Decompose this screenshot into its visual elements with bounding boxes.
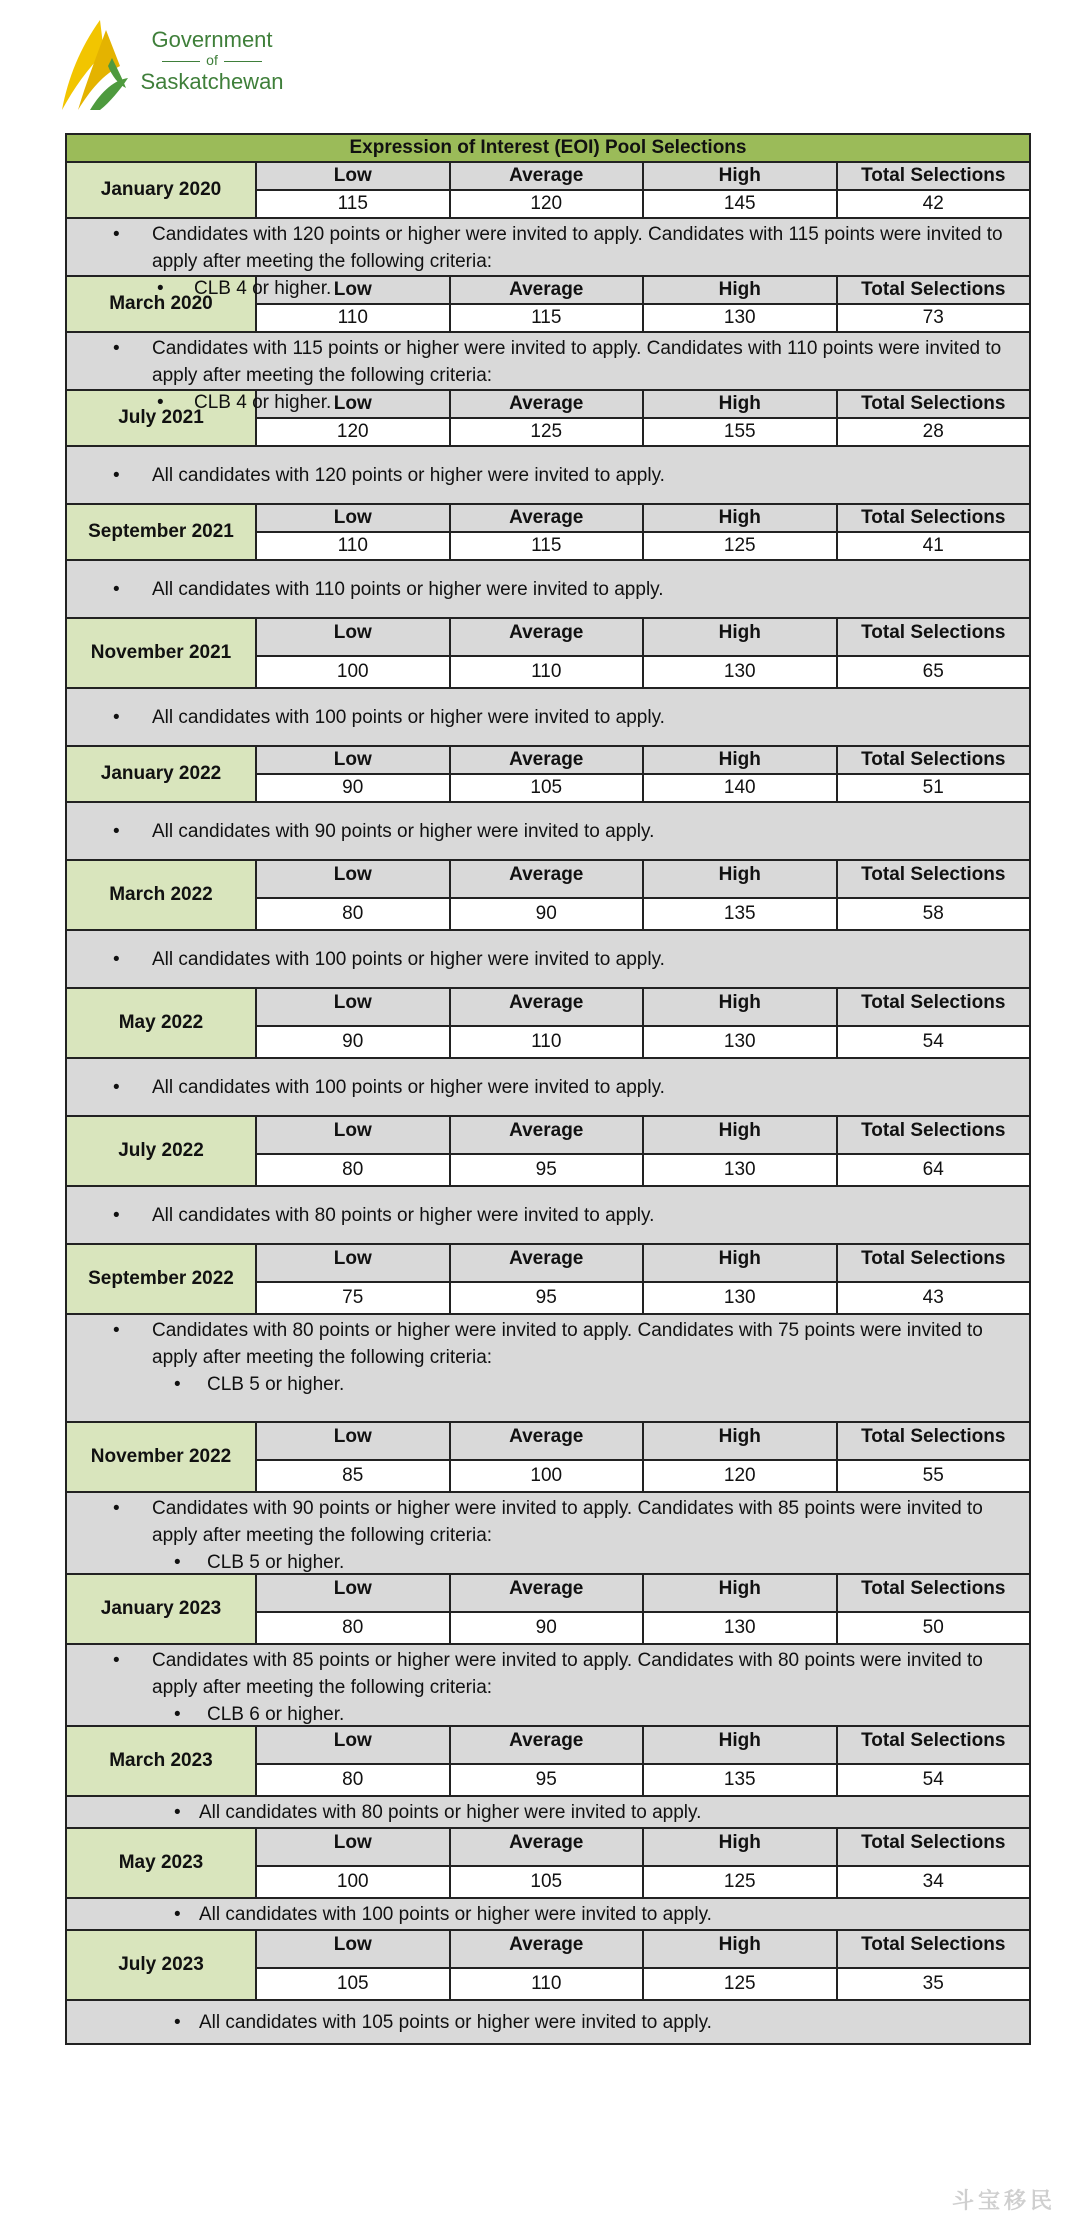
value-low: 110 [337,535,368,556]
rounds-container [67,163,1029,2043]
header-low: Low [333,1832,372,1853]
note-bullet: • All candidates with 100 points or higher were invited to apply. [67,1074,1029,1101]
table-title: Expression of Interest (EOI) Pool Selections [67,135,1029,163]
value-total: 42 [836,191,1030,217]
round-block [67,619,1029,747]
note-sub-bullet: • CLB 5 or higher. [67,1549,1029,1576]
value-low: 120 [336,421,369,442]
round-block [67,163,1029,299]
round-grid [257,1117,1029,1185]
value-total: 58 [836,899,1030,929]
logo-line-saskatchewan: Saskatchewan [140,68,284,94]
round-note [67,1313,1029,1421]
value-average: 95 [449,1283,643,1313]
header-total: Total Selections [836,1245,1030,1281]
header-row [257,163,1029,189]
header-high: High [642,747,836,773]
value-average: 90 [449,1613,643,1643]
header-row [257,1423,1029,1459]
round-block [67,1931,1029,2043]
value-row [257,897,1029,929]
header-high: High [642,391,836,417]
note-sub-bullet: • CLB 4 or higher. [67,389,1029,416]
round-note [67,1795,1029,1827]
logo-line-of: of [132,53,292,68]
value-total: 55 [836,1461,1030,1491]
header-high: High [642,1245,836,1281]
value-high: 135 [642,1765,836,1795]
header-high: High [642,277,836,303]
round-grid [257,1245,1029,1313]
value-total: 51 [836,775,1030,801]
header-average: Average [449,989,643,1025]
round-row [67,163,1029,217]
round-grid [257,1575,1029,1643]
value-total: 73 [836,305,1030,331]
round-note [67,1057,1029,1115]
value-average: 90 [449,899,643,929]
value-average: 105 [449,1867,643,1897]
value-high: 155 [642,419,836,445]
note-bullet: • Candidates with 120 points or higher were invited to apply. Candidates with 115 points were invited to apply after meeting the following criteria: [67,221,1029,275]
value-average: 125 [449,419,643,445]
value-high: 130 [642,305,836,331]
round-block [67,1727,1029,1829]
header-average: Average [449,1931,643,1967]
round-block [67,1575,1029,1727]
round-date: January 2022 [67,747,257,801]
round-grid [257,747,1029,801]
header-high: High [642,163,836,189]
value-high: 125 [642,1969,836,1999]
round-block [67,1423,1029,1575]
value-high: 125 [642,533,836,559]
header-low: Low [333,992,372,1013]
value-low: 105 [336,1973,369,1994]
value-low: 80 [342,1769,364,1790]
header-total: Total Selections [836,277,1030,303]
value-low: 85 [342,1465,364,1486]
value-high: 130 [642,1155,836,1185]
header-average: Average [449,619,643,655]
header-average: Average [449,505,643,531]
header-low: Low [333,1578,372,1599]
header-row [257,1117,1029,1153]
header-total: Total Selections [836,391,1030,417]
header-high: High [642,1575,836,1611]
header-low: Low [333,749,372,770]
round-date: September 2022 [67,1245,257,1313]
header-row [257,619,1029,655]
value-high: 125 [642,1867,836,1897]
header-low: Low [333,393,372,414]
round-date: July 2023 [67,1931,257,1999]
round-grid [257,1727,1029,1795]
header-row [257,1727,1029,1763]
value-low: 80 [342,1159,364,1180]
header-row [257,747,1029,773]
header-row [257,1829,1029,1865]
note-bullet: • Candidates with 115 points or higher were invited to apply. Candidates with 110 points were invited to apply after meeting the following criteria: [67,335,1029,389]
value-low: 90 [342,1031,364,1052]
round-date: May 2023 [67,1829,257,1897]
header-total: Total Selections [836,1423,1030,1459]
saskatchewan-logo [60,18,290,118]
header-average: Average [449,277,643,303]
note-bullet: • Candidates with 80 points or higher were invited to apply. Candidates with 75 points were invited to apply after meeting the following criteria: [67,1317,1029,1371]
header-total: Total Selections [836,747,1030,773]
value-row [257,189,1029,217]
value-low: 100 [336,1871,369,1892]
value-row [257,1611,1029,1643]
value-average: 95 [449,1155,643,1185]
note-sub-bullet: • CLB 4 or higher. [67,275,1029,302]
header-total: Total Selections [836,1931,1030,1967]
header-average: Average [449,1423,643,1459]
round-grid [257,861,1029,929]
header-row [257,1245,1029,1281]
header-total: Total Selections [836,861,1030,897]
value-total: 34 [836,1867,1030,1897]
value-total: 35 [836,1969,1030,1999]
round-block [67,989,1029,1117]
header-average: Average [449,163,643,189]
header-low: Low [333,1120,372,1141]
round-row [67,1931,1029,1999]
round-row [67,1727,1029,1795]
header-high: High [642,1727,836,1763]
note-bullet: • All candidates with 90 points or higher were invited to apply. [67,818,1029,845]
round-note [67,1897,1029,1929]
header-low: Low [333,1934,372,1955]
round-grid [257,1423,1029,1491]
header-row [257,1575,1029,1611]
header-high: High [642,1931,836,1967]
value-low: 80 [342,903,364,924]
round-note [67,687,1029,745]
round-block [67,1829,1029,1931]
round-row [67,1575,1029,1643]
value-average: 115 [449,533,643,559]
note-bullet: • Candidates with 85 points or higher were invited to apply. Candidates with 80 points were invited to apply after meeting the following criteria: [67,1647,1029,1701]
header-low: Low [333,165,372,186]
value-high: 130 [642,1613,836,1643]
round-row [67,1117,1029,1185]
value-total: 65 [836,657,1030,687]
value-row [257,655,1029,687]
value-average: 110 [449,1969,643,1999]
header-low: Low [333,622,372,643]
header-average: Average [449,1829,643,1865]
note-bullet: • Candidates with 90 points or higher were invited to apply. Candidates with 85 points were invited to apply after meeting the following criteria: [67,1495,1029,1549]
round-date: September 2021 [67,505,257,559]
wheat-leaf-icon [60,18,130,113]
value-average: 105 [449,775,643,801]
round-date: May 2022 [67,989,257,1057]
header-high: High [642,1423,836,1459]
round-grid [257,989,1029,1057]
watermark-text: 斗宝移民 [951,2188,1056,2213]
round-grid [257,619,1029,687]
header-total: Total Selections [836,505,1030,531]
value-high: 135 [642,899,836,929]
value-low: 100 [336,661,369,682]
round-note [67,1999,1029,2043]
header-total: Total Selections [836,989,1030,1025]
header-total: Total Selections [836,1117,1030,1153]
round-grid [257,505,1029,559]
header-high: High [642,1829,836,1865]
note-bullet: • All candidates with 100 points or higher were invited to apply. [67,1901,1029,1928]
eoi-selections-table [65,133,1031,2045]
header-low: Low [333,507,372,528]
header-row [257,861,1029,897]
header-row [257,1931,1029,1967]
round-row [67,1829,1029,1897]
header-average: Average [449,1727,643,1763]
value-row [257,1763,1029,1795]
header-average: Average [449,861,643,897]
round-note [67,559,1029,617]
round-date: January 2023 [67,1575,257,1643]
value-low: 115 [337,193,368,214]
value-average: 115 [449,305,643,331]
header-average: Average [449,1117,643,1153]
header-high: High [642,619,836,655]
round-grid [257,163,1029,217]
header-total: Total Selections [836,1727,1030,1763]
value-total: 50 [836,1613,1030,1643]
round-date: March 2022 [67,861,257,929]
round-row [67,1245,1029,1313]
header-high: High [642,861,836,897]
header-low: Low [333,864,372,885]
round-date: November 2022 [67,1423,257,1491]
note-sub-bullet: • CLB 6 or higher. [67,1701,1029,1728]
value-row [257,1459,1029,1491]
round-row [67,505,1029,559]
header-average: Average [449,391,643,417]
header-high: High [642,989,836,1025]
round-date: July 2022 [67,1117,257,1185]
header-average: Average [449,1575,643,1611]
value-row [257,1025,1029,1057]
header-average: Average [449,1245,643,1281]
value-row [257,417,1029,445]
round-date: July 2021 [67,391,257,445]
value-row [257,1967,1029,1999]
value-row [257,773,1029,801]
value-row [257,531,1029,559]
round-row [67,619,1029,687]
value-total: 54 [836,1765,1030,1795]
round-note [67,801,1029,859]
value-average: 120 [449,191,643,217]
note-bullet: • All candidates with 110 points or higher were invited to apply. [67,576,1029,603]
value-total: 43 [836,1283,1030,1313]
round-block [67,1245,1029,1423]
round-row [67,747,1029,801]
value-high: 145 [642,191,836,217]
header-row [257,505,1029,531]
header-total: Total Selections [836,1829,1030,1865]
watermark [952,2184,1056,2215]
value-low: 110 [337,307,368,328]
value-total: 54 [836,1027,1030,1057]
round-block [67,505,1029,619]
round-row [67,861,1029,929]
round-block [67,861,1029,989]
header-total: Total Selections [836,163,1030,189]
note-bullet: • All candidates with 100 points or higher were invited to apply. [67,946,1029,973]
header-low: Low [333,279,372,300]
value-average: 110 [449,1027,643,1057]
note-bullet: • All candidates with 120 points or higher were invited to apply. [67,462,1029,489]
round-grid [257,1931,1029,1999]
header-high: High [642,505,836,531]
note-sub-bullet: • CLB 5 or higher. [67,1371,1029,1398]
round-date: March 2023 [67,1727,257,1795]
logo-line-government: Government [151,27,273,52]
note-bullet: • All candidates with 80 points or higher were invited to apply. [67,1799,1029,1826]
value-high: 120 [642,1461,836,1491]
note-bullet: • All candidates with 105 points or higher were invited to apply. [67,2009,1029,2036]
round-block [67,1117,1029,1245]
value-high: 130 [642,1283,836,1313]
round-block [67,747,1029,861]
header-low: Low [333,1730,372,1751]
value-high: 130 [642,657,836,687]
value-total: 41 [836,533,1030,559]
note-bullet: • All candidates with 80 points or higher were invited to apply. [67,1202,1029,1229]
round-note [67,929,1029,987]
header-high: High [642,1117,836,1153]
header-low: Low [333,1248,372,1269]
value-total: 64 [836,1155,1030,1185]
value-total: 28 [836,419,1030,445]
header-low: Low [333,1426,372,1447]
value-average: 110 [449,657,643,687]
value-low: 80 [342,1617,364,1638]
header-average: Average [449,747,643,773]
round-date: November 2021 [67,619,257,687]
header-total: Total Selections [836,1575,1030,1611]
round-date: March 2020 [67,277,257,331]
note-bullet: • All candidates with 100 points or higher were invited to apply. [67,704,1029,731]
round-note [67,1643,1029,1725]
header-row [257,989,1029,1025]
logo-wordmark [132,28,292,93]
value-row [257,303,1029,331]
round-note [67,1185,1029,1243]
value-average: 100 [449,1461,643,1491]
round-date: January 2020 [67,163,257,217]
value-average: 95 [449,1765,643,1795]
round-note [67,1491,1029,1573]
value-low: 90 [342,777,364,798]
header-total: Total Selections [836,619,1030,655]
value-low: 75 [342,1287,364,1308]
value-high: 130 [642,1027,836,1057]
value-high: 140 [642,775,836,801]
round-row [67,1423,1029,1491]
value-row [257,1153,1029,1185]
round-grid [257,1829,1029,1897]
value-row [257,1865,1029,1897]
round-row [67,989,1029,1057]
round-note [67,445,1029,503]
value-row [257,1281,1029,1313]
